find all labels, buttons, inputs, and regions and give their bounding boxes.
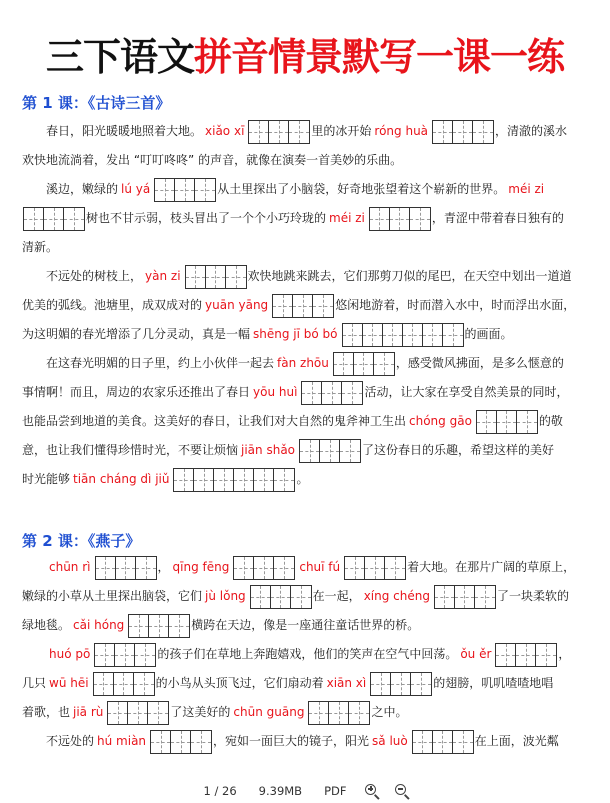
pinyin-prompt: xíng chéng [363,589,430,603]
answer-boxes[interactable] [299,439,361,463]
pinyin-prompt: shēng jī bó bó [253,327,338,341]
lesson1-body [22,117,590,494]
pinyin-prompt: yàn zi [145,269,181,283]
text-line: 在这春光明媚的日子里，约上小伙伴一起去 fàn zhōu ，感受微风拂面，是多么惬意的 [22,349,590,378]
zoom-in-icon[interactable] [364,783,380,799]
text-line: 着歌，也 jiā rù 了这美好的 chūn guāng 之中。 [22,698,590,727]
text-line: 优美的弧线。池塘里，成双成对的 yuān yāng 悠闲地游着，时而潜入水中，时而浮出水面， [22,291,590,320]
pinyin-prompt: méi zi [329,211,365,225]
pinyin-prompt: chóng gāo [409,414,472,428]
text-line: 不远处的树枝上， yàn zi 欢快地跳来跳去，它们那剪刀似的尾巴，在天空中划出一道道 [22,262,590,291]
answer-boxes[interactable] [412,730,474,754]
text-line: 溪边，嫩绿的 lú yá 从土里探出了小脑袋，好奇地张望着这个崭新的世界。 méi zi [22,175,590,204]
pinyin-prompt: róng huà [374,124,429,138]
pinyin-prompt: huó pō [49,647,91,661]
answer-boxes[interactable] [434,585,496,609]
pinyin-prompt: chūn rì [49,560,91,574]
text-line: chūn rì ， qīng fēng chuī fú 着大地。在那片广阔的草原上， [22,553,590,582]
answer-boxes[interactable] [250,585,312,609]
text-line: 几只 wū hēi 的小鸟从头顶飞过，它们扇动着 xiān xì 的翅膀，叽叽喳喳地唱 [22,669,590,698]
pinyin-prompt: cǎi hóng [73,618,125,632]
pinyin-prompt: chūn guāng [233,705,305,719]
viewer-toolbar [0,778,610,803]
pinyin-prompt: méi zi [508,182,545,196]
answer-boxes[interactable] [370,672,432,696]
pinyin-prompt: jù lǒng [205,589,246,603]
answer-boxes[interactable] [495,643,557,667]
text-line: 意，也让我们懂得珍惜时光，不要让烦恼 jiān shǎo 了这份春日的乐趣，希望这样的美好 [22,436,590,465]
text-line: 时光能够 tiān cháng dì jiǔ 。 [22,465,590,494]
text-line: 不远处的 hú miàn ，宛如一面巨大的镜子，阳光 sǎ luò 在上面，波光粼 [22,727,590,756]
answer-boxes[interactable] [94,643,156,667]
answer-boxes[interactable] [95,556,157,580]
answer-boxes[interactable] [333,352,395,376]
title-part1: 三下语文 [45,35,194,79]
text-line: 春日，阳光暖暖地照着大地。 xiǎo xī 里的冰开始 róng huà ，清澈的溪水 [22,117,590,146]
lesson1-heading: 第 1 课：《古诗三首》 [22,94,171,112]
page-title [0,34,610,80]
text-line: 也能品尝到地道的美食。这美好的春日，让我们对大自然的鬼斧神工生出 chóng gāo 的敬 [22,407,590,436]
text-line: 绿地毯。 cǎi hóng 横跨在天边，像是一座通往童话世界的桥。 [22,611,590,640]
answer-boxes[interactable] [308,701,370,725]
answer-boxes[interactable] [248,120,310,144]
text-line: huó pō 的孩子们在草地上奔跑嬉戏，他们的笑声在空气中回荡。 ǒu ěr ， [22,640,590,669]
pinyin-prompt: qīng fēng [172,560,230,574]
answer-boxes[interactable] [344,556,406,580]
file-format: PDF [324,783,347,798]
text-line: 嫩绿的小草从土里探出脑袋，它们 jù lǒng 在一起， xíng chéng 了一块柔软的 [22,582,590,611]
text-line: 欢快地流淌着，发出 “叮叮咚咚” 的声音，就像在演奏一首美妙的乐曲。 [22,153,403,167]
pinyin-prompt: ǒu ěr [460,647,492,661]
text-line: 清新。 [22,240,59,254]
answer-boxes[interactable] [272,294,334,318]
pinyin-prompt: tiān cháng dì jiǔ [73,472,170,486]
pinyin-prompt: jiān shǎo [241,443,296,457]
text-line: 为这明媚的春光增添了几分灵动，真是一幅 shēng jī bó bó 的画面。 [22,320,590,349]
pinyin-prompt: hú miàn [97,734,147,748]
answer-boxes[interactable] [23,207,85,231]
file-size: 9.39MB [258,783,303,798]
pinyin-prompt: fàn zhōu [277,356,329,370]
answer-boxes[interactable] [342,323,464,347]
pinyin-prompt: chuī fú [299,560,341,574]
pinyin-prompt: wū hēi [49,676,89,690]
page-indicator: 1 / 26 [203,783,237,798]
zoom-out-icon[interactable] [394,783,410,799]
answer-boxes[interactable] [107,701,169,725]
answer-boxes[interactable] [369,207,431,231]
answer-boxes[interactable] [185,265,247,289]
pinyin-prompt: yōu huì [253,385,298,399]
answer-boxes[interactable] [173,468,295,492]
pinyin-prompt: jiā rù [73,705,104,719]
answer-boxes[interactable] [301,381,363,405]
answer-boxes[interactable] [233,556,295,580]
pinyin-prompt: xiān xì [326,676,367,690]
pinyin-prompt: sǎ luò [372,734,408,748]
text-line: 树也不甘示弱，枝头冒出了一个个小巧玲珑的 méi zi ，青涩中带着春日独有的 [22,204,590,233]
pinyin-prompt: xiǎo xī [205,124,245,138]
pinyin-prompt: yuān yāng [205,298,269,312]
answer-boxes[interactable] [150,730,212,754]
text-line: 事情啊！而且，周边的农家乐还推出了春日 yōu huì 活动，让大家在享受自然美景的同时， [22,378,590,407]
lesson2-body [22,553,590,756]
answer-boxes[interactable] [476,410,538,434]
answer-boxes[interactable] [128,614,190,638]
lesson2-heading: 第 2 课：《燕子》 [22,532,141,550]
answer-boxes[interactable] [154,178,216,202]
answer-boxes[interactable] [93,672,155,696]
title-part2: 拼音情景默写一课一练 [194,35,565,79]
answer-boxes[interactable] [432,120,494,144]
pinyin-prompt: lú yá [121,182,151,196]
